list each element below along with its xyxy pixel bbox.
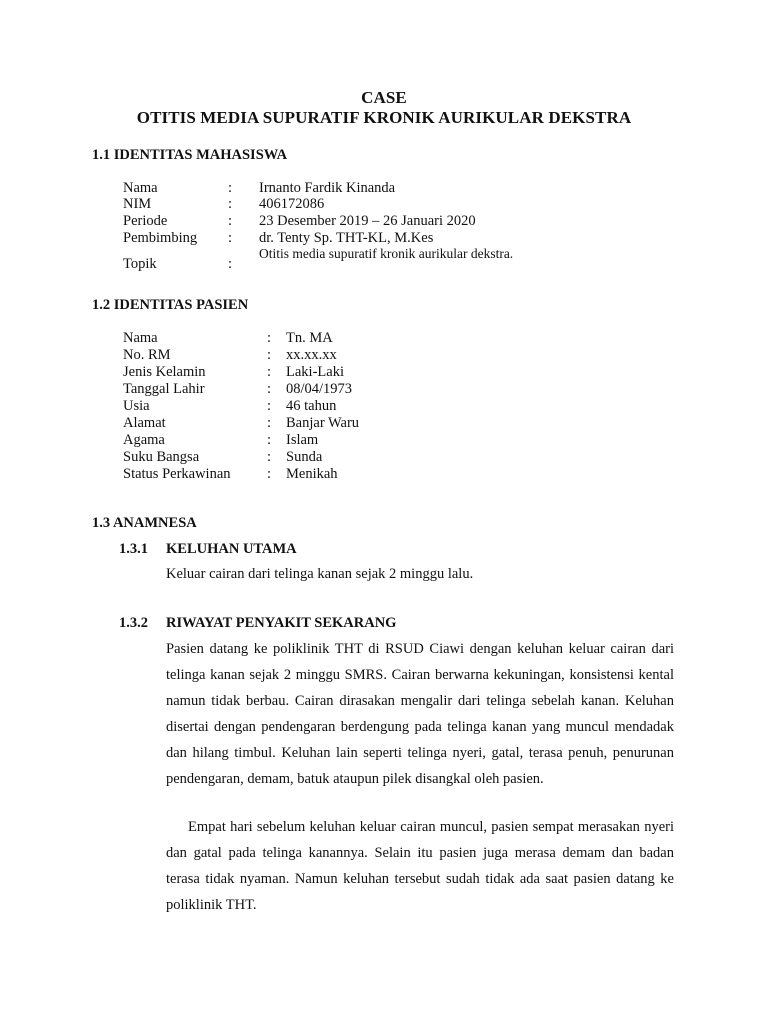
field-colon: : (228, 256, 233, 272)
subsection-number: 1.3.1 (119, 541, 148, 557)
field-value: xx.xx.xx (286, 347, 337, 363)
field-label: Agama (123, 432, 165, 448)
field-label: Periode (123, 213, 168, 229)
subsection-title: RIWAYAT PENYAKIT SEKARANG (166, 615, 397, 631)
field-value: Sunda (286, 449, 323, 465)
riwayat-paragraph-2: Empat hari sebelum keluhan keluar cairan muncul, pasien sempat merasakan nyeri dan gatal pada telinga kanannya. Selain itu pasien juga merasa demam dan badan terasa tidak nyaman. Namun keluhan tersebut sudah tidak ada saat pasien datang ke poliklinik THT. (166, 819, 674, 913)
field-colon: : (267, 415, 272, 431)
field-value: Islam (286, 432, 319, 448)
riwayat-paragraph-1: Pasien datang ke poliklinik THT di RSUD Ciawi dengan keluhan keluar cairan dari telinga kanan sejak 2 minggu SMRS. Cairan berwarna kekuningan, konsistensi kental namun tidak berbau. Cairan dirasakan mengalir dari telinga sebelah kanan. Keluhan disertai dengan pendengaran berdengung pada telinga kanan yang muncul mendadak dan hilang timbul. Keluhan lain seperti telinga nyeri, gatal, terasa penuh, penurunan pendengaran, demam, batuk ataupun pilek disangkal oleh pasien. (166, 641, 674, 787)
field-colon: : (267, 381, 272, 397)
field-label: Nama (123, 180, 158, 196)
field-value: 46 tahun (286, 398, 337, 414)
field-colon: : (267, 330, 272, 346)
field-label: Suku Bangsa (123, 449, 200, 465)
field-value: Banjar Waru (286, 415, 360, 431)
field-label: Status Perkawinan (123, 466, 231, 482)
section-heading-mahasiswa: 1.1 IDENTITAS MAHASISWA (92, 147, 288, 163)
field-label: Jenis Kelamin (123, 364, 206, 380)
field-colon: : (267, 398, 272, 414)
field-value: 23 Desember 2019 – 26 Januari 2020 (259, 213, 476, 229)
field-label: Topik (123, 256, 157, 272)
section-heading-anamnesa: 1.3 ANAMNESA (92, 515, 197, 531)
field-label: NIM (123, 196, 152, 212)
case-title: OTITIS MEDIA SUPURATIF KRONIK AURIKULAR DEKSTRA (136, 108, 632, 127)
field-colon: : (228, 180, 233, 196)
field-label: Tanggal Lahir (123, 381, 205, 397)
field-value: Irnanto Fardik Kinanda (259, 180, 396, 196)
field-value: 08/04/1973 (286, 381, 353, 397)
field-label: Nama (123, 330, 158, 346)
field-colon: : (267, 466, 272, 482)
field-label: No. RM (123, 347, 171, 363)
field-colon: : (228, 230, 233, 246)
case-label: CASE (361, 88, 407, 107)
field-value: dr. Tenty Sp. THT-KL, M.Kes (259, 230, 434, 246)
field-colon: : (228, 213, 233, 229)
subsection-title: KELUHAN UTAMA (166, 541, 297, 557)
field-label: Pembimbing (123, 230, 198, 246)
field-value: 406172086 (259, 196, 325, 212)
subsection-number: 1.3.2 (119, 615, 148, 631)
field-colon: : (267, 432, 272, 448)
section-heading-pasien: 1.2 IDENTITAS PASIEN (92, 297, 249, 313)
field-value: Tn. MA (286, 330, 333, 346)
field-label: Alamat (123, 415, 166, 431)
field-label: Usia (123, 398, 150, 414)
field-value: Laki-Laki (286, 364, 344, 380)
field-value: Menikah (286, 466, 338, 482)
field-colon: : (228, 196, 233, 212)
field-colon: : (267, 347, 272, 363)
field-colon: : (267, 449, 272, 465)
field-value: Otitis media supuratif kronik aurikular dekstra. (259, 246, 514, 261)
field-colon: : (267, 364, 272, 380)
keluhan-utama-text: Keluar cairan dari telinga kanan sejak 2 minggu lalu. (166, 566, 474, 582)
